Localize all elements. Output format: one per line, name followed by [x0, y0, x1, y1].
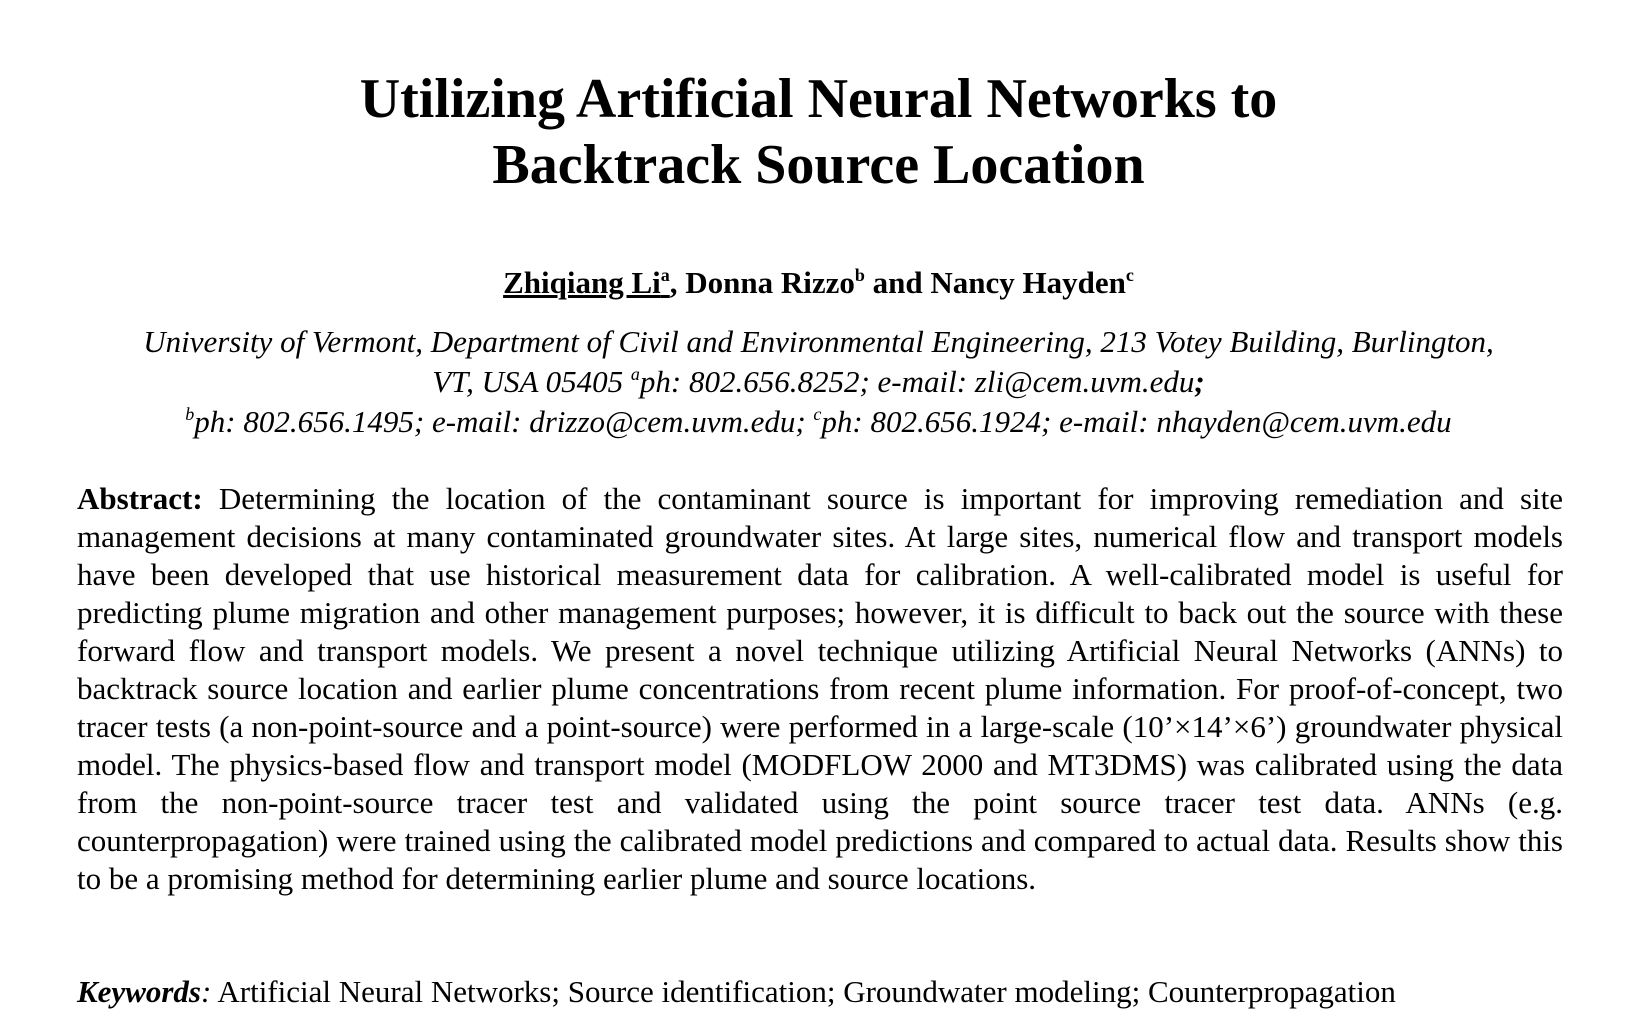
- author-separator: and: [864, 265, 931, 300]
- affiliation-block: [60, 322, 1577, 442]
- contact-b: ph: 802.656.1495; e-mail: drizzo@cem.uvm.edu;: [194, 404, 814, 439]
- affiliation-line-3: [60, 402, 1577, 442]
- abstract-text: Determining the location of the contaminant source is important for improving remediation and site management decisions at many contaminated groundwater sites. At large sites, numerical flow and transport models have been developed that use historical measurement data for calibration. A well-calibrated model is useful for predicting plume migration and other management purposes; however, it is difficult to back out the source with these forward flow and transport models. We present a novel technique utilizing Artificial Neural Networks (ANNs) to backtrack source location and earlier plume concentrations from recent plume information. For proof-of-concept, two tracer tests (a non-point-source and a point-source) were performed in a large-scale (10’×14’×6’) groundwater physical model. The physics-based flow and transport model (MODFLOW 2000 and MT3DMS) was calibrated using the data from the non-point-source tracer test and validated using the point source tracer test data. ANNs (e.g. counterpropagation) were trained using the calibrated model predictions and compared to actual data. Results show this to be a promising method for determining earlier plume and source locations.: [77, 481, 1563, 896]
- author-name: Donna Rizzo: [685, 265, 855, 300]
- author-name: Nancy Hayden: [930, 265, 1126, 300]
- paper-title: [0, 66, 1637, 198]
- author-affiliation-mark: a: [660, 265, 670, 285]
- contact-c: ph: 802.656.1924; e-mail: nhayden@cem.uvm.edu: [821, 404, 1452, 439]
- contact-mark-b: b: [185, 404, 195, 424]
- title-line-1: Utilizing Artificial Neural Networks to: [359, 68, 1278, 130]
- author-affiliation-mark: b: [854, 265, 865, 285]
- author-separator: ,: [669, 265, 686, 300]
- author-affiliation-mark: c: [1125, 265, 1134, 285]
- affiliation-line-2: VT, USA 05405 $^a$ph: 802.656.8252; e-mail: zli@cem.uvm.edu;: [432, 364, 1205, 399]
- keywords-text: Artificial Neural Networks; Source identification; Groundwater modeling; Counterpropagation: [211, 974, 1396, 1009]
- keywords-label: Keywords: [77, 974, 201, 1009]
- abstract: [77, 480, 1563, 898]
- contact-mark-a: a: [630, 364, 640, 384]
- author-name: Zhiqiang Li$^a$: [503, 265, 670, 300]
- contact-a: ph: 802.656.8252; e-mail: zli@cem.uvm.edu: [639, 364, 1195, 399]
- affiliation-line-1: University of Vermont, Department of Civil and Environmental Engineering, 213 Votey Building, Burlington,: [143, 324, 1494, 359]
- title-line-2: Backtrack Source Location: [492, 134, 1145, 196]
- author-list: [0, 263, 1637, 303]
- contact-mark-c: c: [813, 404, 822, 424]
- abstract-label: Abstract:: [77, 481, 203, 516]
- keywords: Keywords: Artificial Neural Networks; Source identification; Groundwater modeling; Counterpropagation: [77, 974, 1396, 1009]
